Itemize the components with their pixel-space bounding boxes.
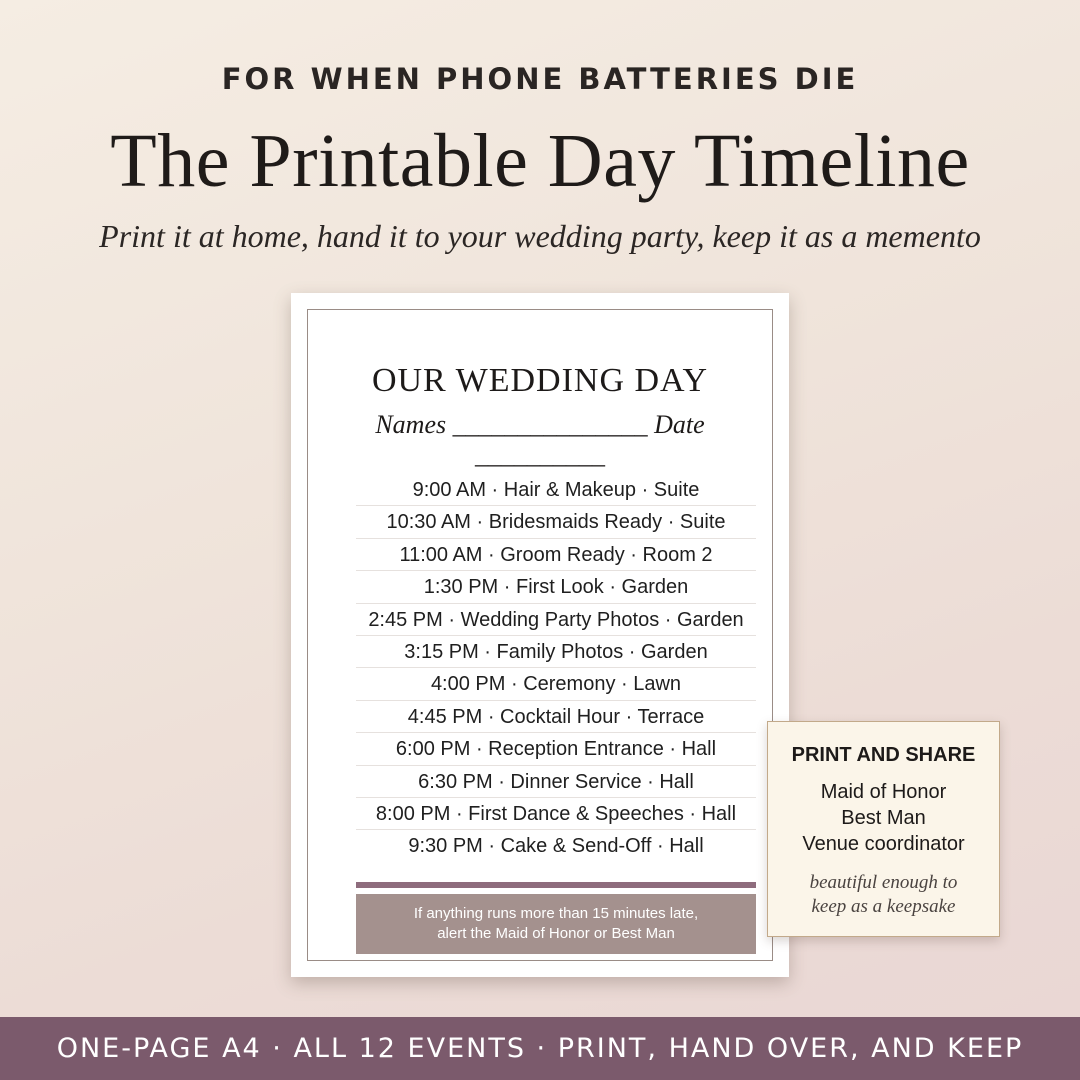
late-alert-note xyxy=(356,894,756,954)
recipient-list xyxy=(768,779,999,857)
keepsake-note xyxy=(768,871,999,919)
share-heading: PRINT AND SHARE xyxy=(791,744,976,766)
event-item: 9:00 AM · Hair & Makeup · Suite xyxy=(356,474,756,506)
event-list xyxy=(356,474,756,863)
timeline-card xyxy=(291,293,789,977)
event-item: 4:45 PM · Cocktail Hour · Terrace xyxy=(356,701,756,733)
event-item: 10:30 AM · Bridesmaids Ready · Suite xyxy=(356,506,756,538)
recipient-item: Maid of Honor xyxy=(820,781,947,803)
card-border xyxy=(307,309,773,961)
event-item: 11:00 AM · Groom Ready · Room 2 xyxy=(356,539,756,571)
note-line: If anything runs more than 15 minutes late, xyxy=(413,905,699,922)
event-item: 6:00 PM · Reception Entrance · Hall xyxy=(356,733,756,765)
footer-banner: ONE-PAGE A4 · ALL 12 EVENTS · PRINT, HAND OVER, AND KEEP xyxy=(0,1017,1080,1080)
accent-bar xyxy=(356,882,756,888)
names-date-line: Names _______________ Date __________ xyxy=(375,410,705,469)
card-title: OUR WEDDING DAY xyxy=(371,362,709,399)
recipient-item: Best Man xyxy=(841,807,926,829)
event-item: 2:45 PM · Wedding Party Photos · Garden xyxy=(356,604,756,636)
eyebrow-heading: FOR WHEN PHONE BATTERIES DIE xyxy=(221,62,859,96)
event-item: 1:30 PM · First Look · Garden xyxy=(356,571,756,603)
page-subtitle: Print it at home, hand it to your wedding party, keep it as a memento xyxy=(99,218,981,254)
page-title: The Printable Day Timeline xyxy=(110,119,970,203)
print-and-share-card xyxy=(767,721,1000,937)
event-item: 6:30 PM · Dinner Service · Hall xyxy=(356,766,756,798)
event-item: 4:00 PM · Ceremony · Lawn xyxy=(356,668,756,700)
event-item: 9:30 PM · Cake & Send-Off · Hall xyxy=(408,835,704,858)
keepsake-note-line: keep as a keepsake xyxy=(811,896,956,917)
event-item: 8:00 PM · First Dance & Speeches · Hall xyxy=(356,798,756,830)
note-line: alert the Maid of Honor or Best Man xyxy=(437,925,675,942)
recipient-item: Venue coordinator xyxy=(802,833,965,855)
event-item: 3:15 PM · Family Photos · Garden xyxy=(356,636,756,668)
keepsake-note-line: beautiful enough to xyxy=(809,872,958,893)
